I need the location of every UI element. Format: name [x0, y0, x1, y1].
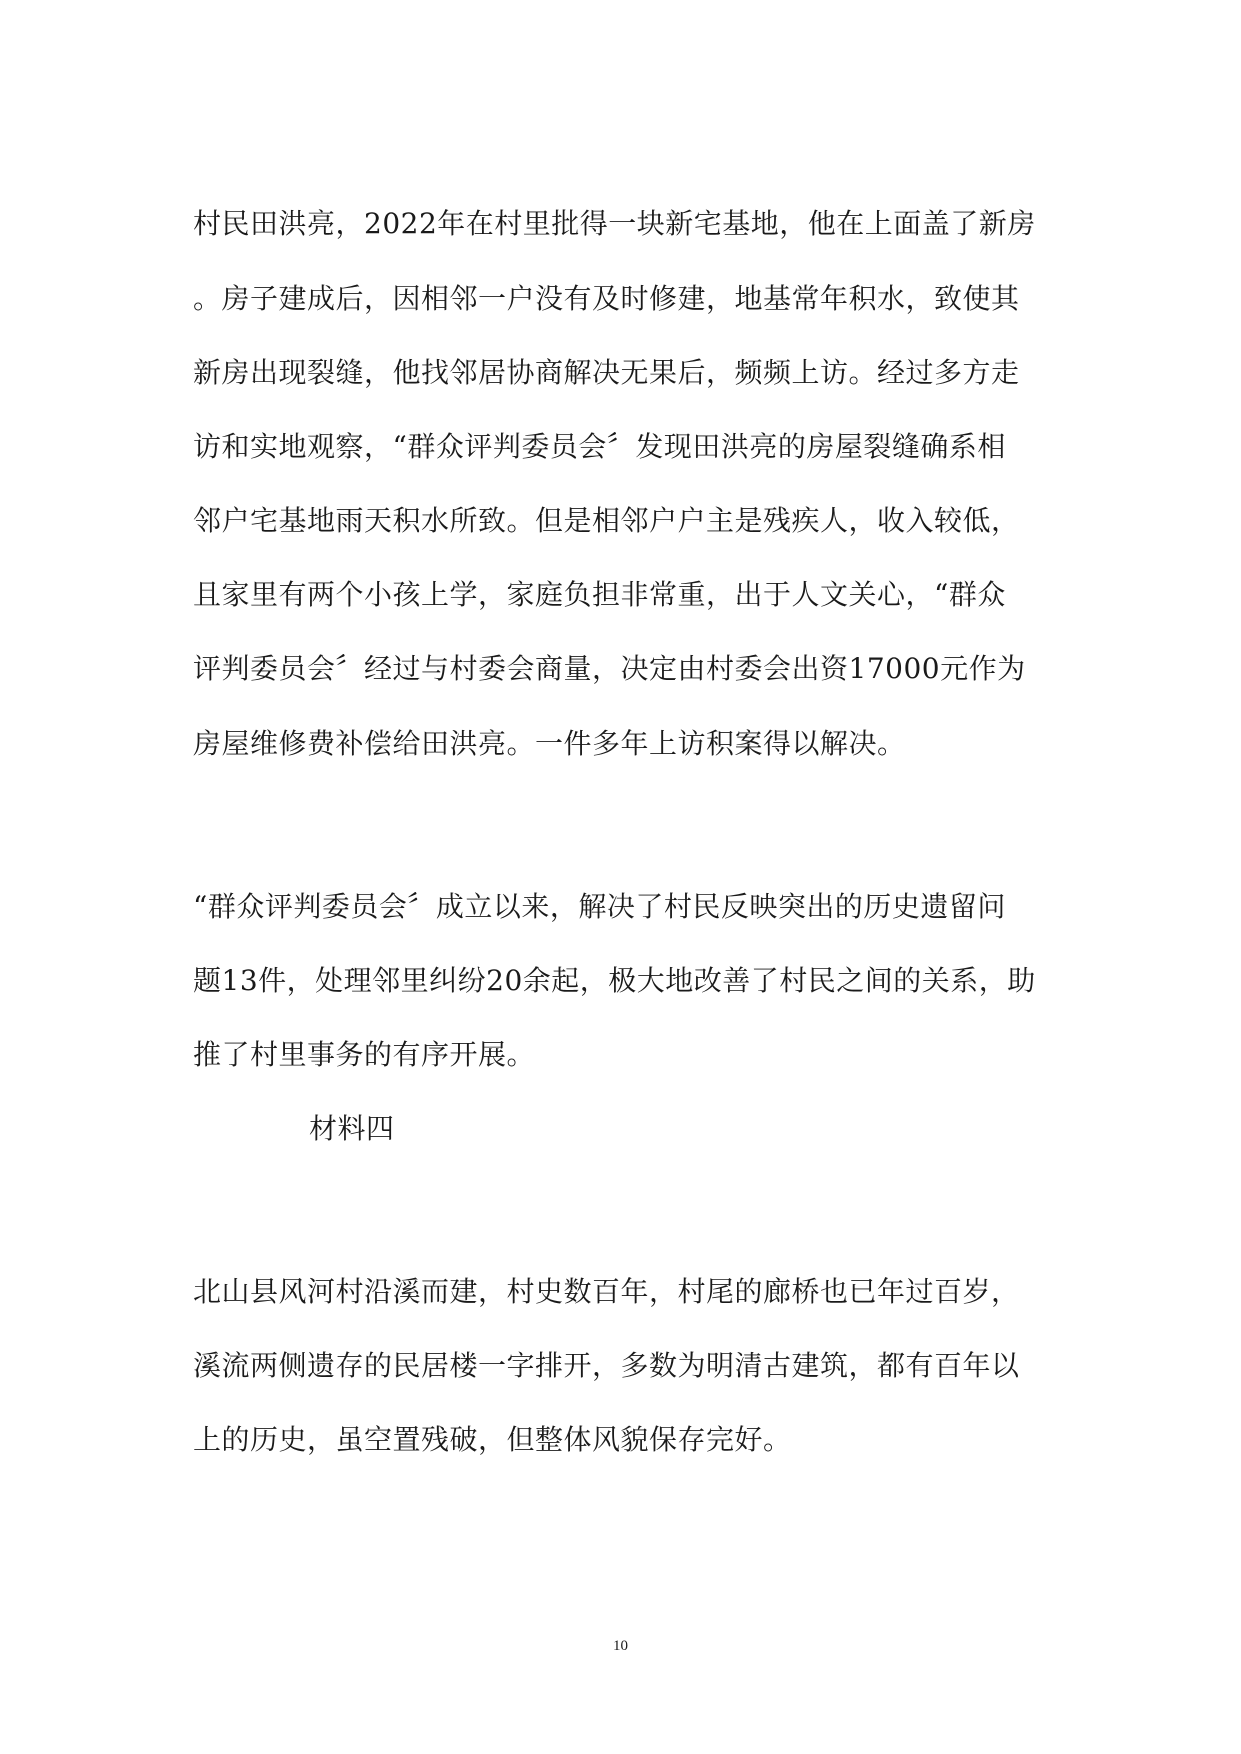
text-line: 且家里有两个小孩上学，家庭负担非常重，出于人文关心，“群众: [193, 578, 1006, 611]
text-line: 新房出现裂缝，他找邻居协商解决无果后，频频上访。经过多方走: [193, 356, 1020, 389]
text-line: “群众评判委员会〞成立以来，解决了村民反映突出的历史遗留问: [193, 890, 1006, 923]
text-line: 邻户宅基地雨天积水所致。但是相邻户户主是残疾人，收入较低，: [193, 504, 1020, 537]
text-line: 上的历史，虽空置残破，但整体风貌保存完好。: [193, 1423, 792, 1456]
text-line: 推了村里事务的有序开展。: [193, 1038, 536, 1071]
text-line: 村民田洪亮，2022年在村里批得一块新宅基地，他在上面盖了新房: [193, 207, 1036, 240]
text-line: 评判委员会〞经过与村委会商量，决定由村委会出资17000元作为: [193, 652, 1026, 685]
text-line: 房屋维修费补偿给田洪亮。一件多年上访积案得以解决。: [193, 727, 906, 760]
text-line: 溪流两侧遗存的民居楼一字排开，多数为明清古建筑，都有百年以: [193, 1349, 1020, 1382]
text-line: 访和实地观察，“群众评判委员会〞发现田洪亮的房屋裂缝确系相: [193, 430, 1006, 463]
text-line: 北山县风河村沿溪而建，村史数百年，村尾的廊桥也已年过百岁，: [193, 1275, 1020, 1308]
text-line: 。房子建成后，因相邻一户没有及时修建，地基常年积水，致使其: [193, 282, 1020, 315]
page-number: 10: [613, 1638, 628, 1654]
text-line: 题13件，处理邻里纠纷20余起，极大地改善了村民之间的关系，助: [193, 964, 1036, 997]
section-heading: 材料四: [309, 1112, 395, 1145]
